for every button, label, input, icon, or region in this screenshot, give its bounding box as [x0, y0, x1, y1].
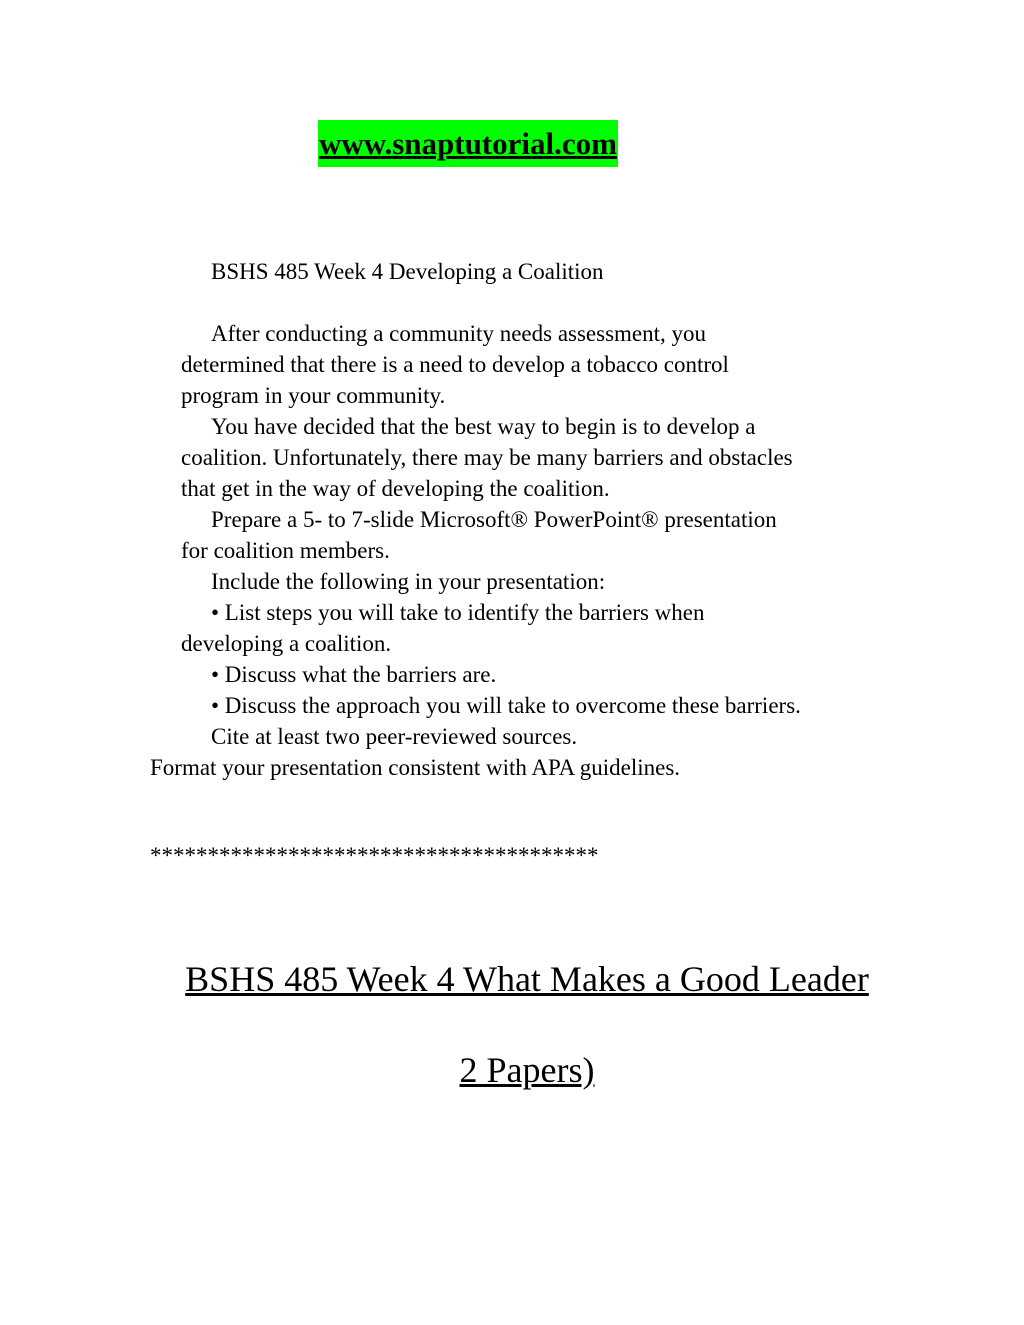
body-line: You have decided that the best way to begin is to develop a	[211, 414, 756, 439]
body-line: program in your community.	[181, 383, 446, 408]
body-line: Format your presentation consistent with APA guidelines.	[150, 755, 681, 780]
body-line: Cite at least two peer-reviewed sources.	[211, 724, 578, 749]
bullet-line: • List steps you will take to identify the barriers when	[211, 600, 705, 625]
site-link[interactable]: www.snaptutorial.com	[318, 120, 618, 167]
body-line: determined that there is a need to develop a tobacco control	[181, 352, 729, 377]
bullet-line: • Discuss the approach you will take to overcome these barriers.	[211, 693, 801, 718]
body-line: After conducting a community needs assessment, you	[211, 321, 707, 346]
body-line: coalition. Unfortunately, there may be many barriers and obstacles	[181, 445, 793, 470]
body-line: developing a coalition.	[181, 631, 392, 656]
section-title: BSHS 485 Week 4 Developing a Coalition	[211, 259, 604, 284]
bullet-line: • Discuss what the barriers are.	[211, 662, 497, 687]
section2-subtitle: 2 Papers)	[459, 1050, 595, 1090]
body-line: Include the following in your presentation:	[211, 569, 606, 594]
body-line: for coalition members.	[181, 538, 390, 563]
section2-title: BSHS 485 Week 4 What Makes a Good Leader	[185, 959, 869, 999]
body-line: that get in the way of developing the coalition.	[181, 476, 610, 501]
body-line: Prepare a 5- to 7-slide Microsoft® PowerPoint® presentation	[211, 507, 777, 532]
separator: ***************************************	[150, 843, 599, 868]
